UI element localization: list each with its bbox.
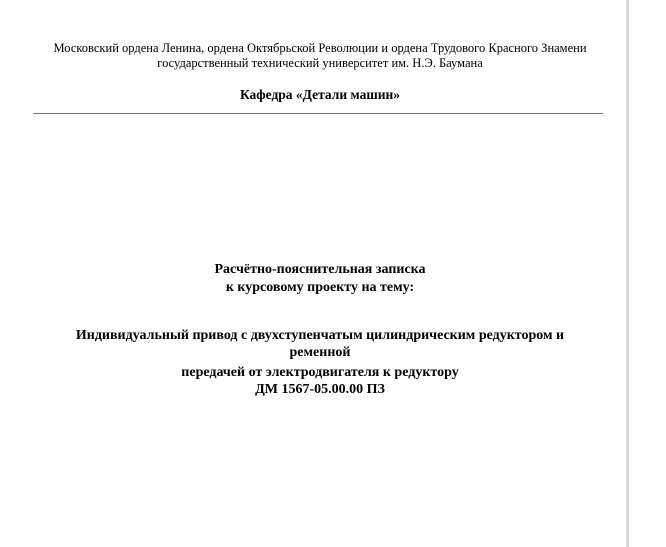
document-type-line-1: Расчётно-пояснительная записка (214, 262, 426, 277)
topic-line-1: Индивидуальный привод с двухступенчатым цилиндрическим редуктором и (75, 328, 565, 343)
viewer-background (629, 0, 666, 547)
document-code: ДМ 1567-05.00.00 ПЗ (255, 382, 385, 397)
topic-line-3: передачей от электродвигателя к редуктору (181, 365, 459, 380)
department-title: Кафедра «Детали машин» (239, 87, 401, 102)
university-name-line-1: Московский ордена Ленина, ордена Октябрьской Революции и ордена Трудового Красного Знамени (53, 41, 587, 55)
topic-line-2: ременной (289, 345, 351, 360)
university-name-line-2: государственный технический университет им. Н.Э. Баумана (157, 56, 483, 70)
document-type-line-2: к курсовому проекту на тему: (225, 280, 415, 295)
header-divider (33, 113, 603, 114)
